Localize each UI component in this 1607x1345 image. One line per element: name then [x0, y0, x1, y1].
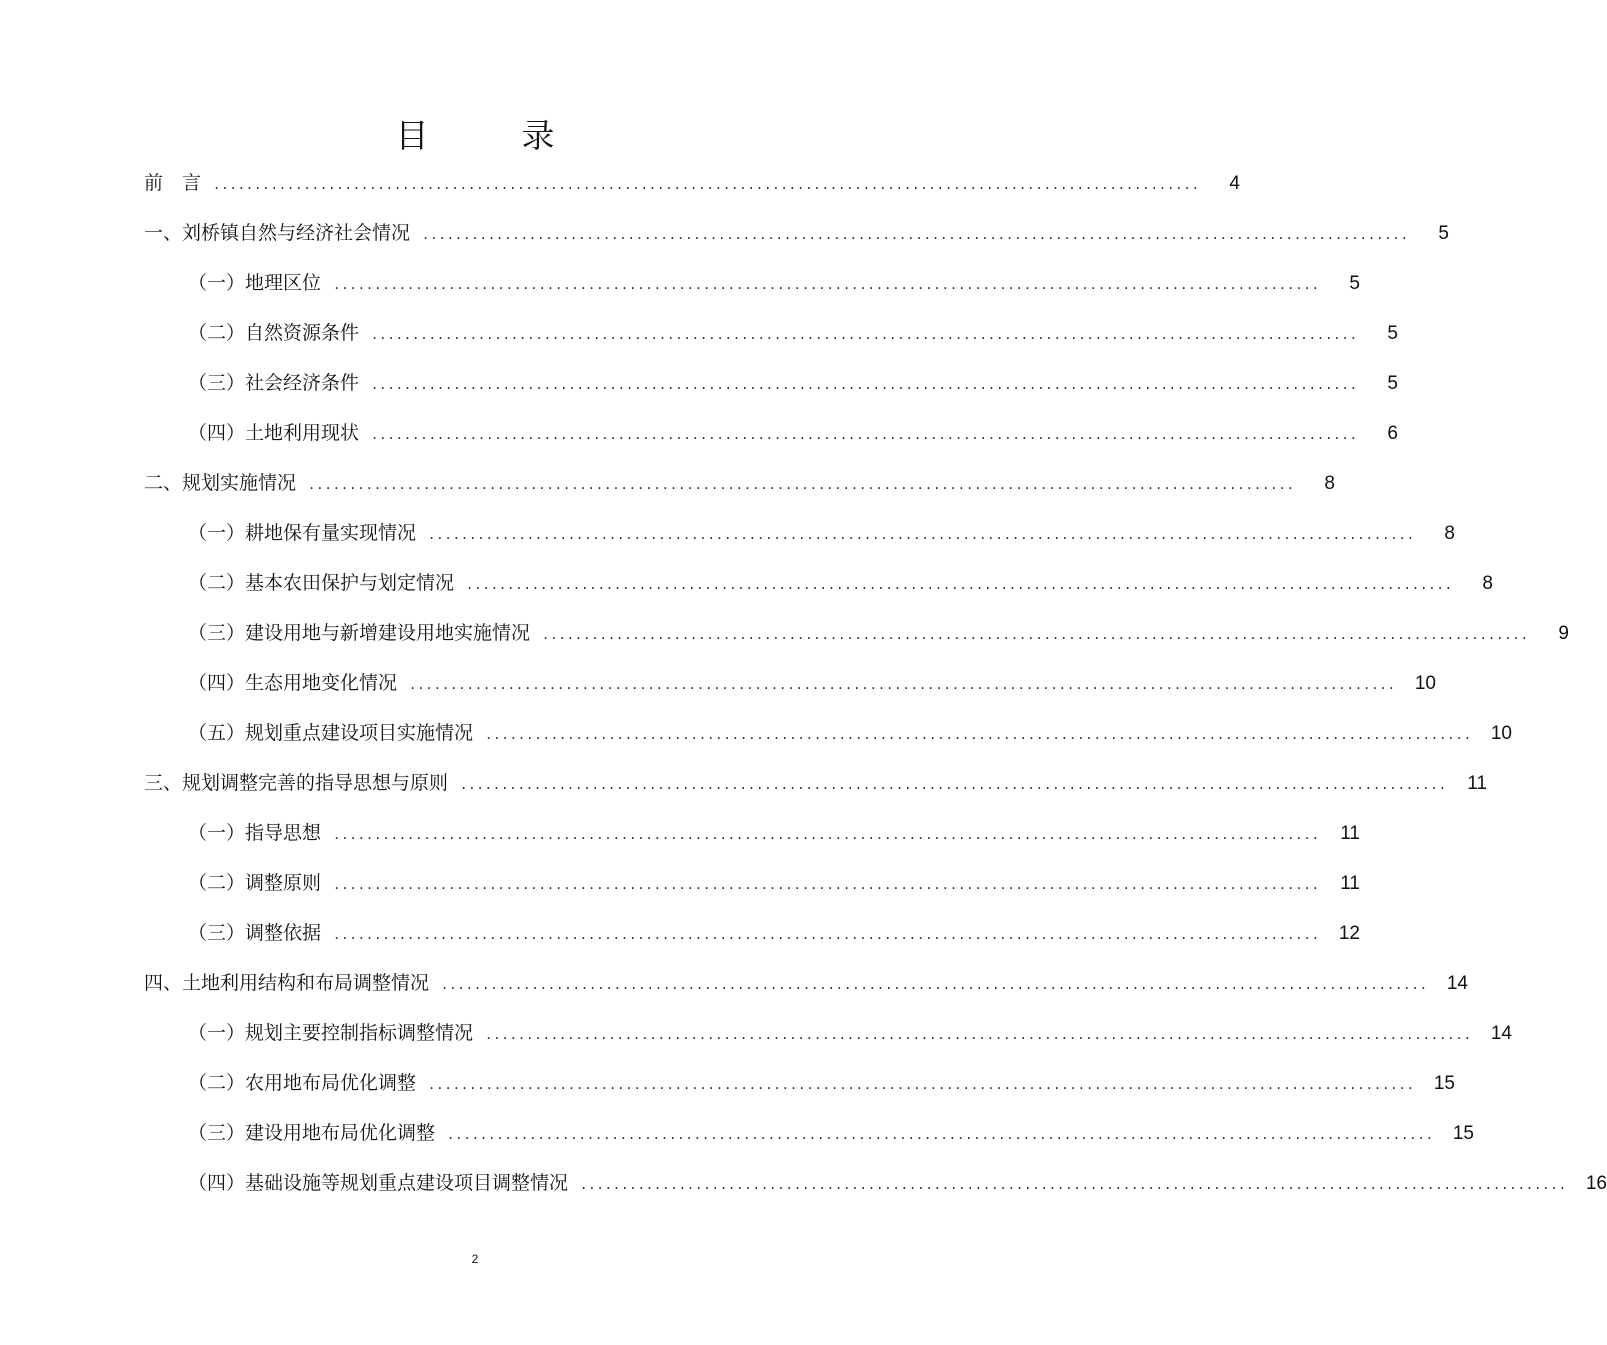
toc-entry-label: （一）指导思想 [188, 822, 322, 844]
toc-entry-page: 12 [1338, 923, 1360, 944]
toc-entry-label: （二）调整原则 [188, 872, 322, 894]
toc-entry-label: （三）社会经济条件 [188, 372, 360, 394]
dot-leader: ........................................................................................................................ [422, 228, 1409, 242]
toc-entry-label: 三、规划调整完善的指导思想与原则 [144, 772, 449, 794]
toc-entry[interactable] [188, 1068, 1455, 1098]
toc-entry-page: 14 [1446, 973, 1468, 994]
dot-leader: ........................................................................................................................ [460, 778, 1447, 792]
toc-entry[interactable] [188, 918, 1360, 948]
dot-leader: ........................................................................................................................ [485, 1028, 1472, 1042]
toc-entry-label: （四）土地利用现状 [188, 422, 360, 444]
toc-entry-label: （三）建设用地与新增建设用地实施情况 [188, 622, 531, 644]
toc-entry-label: 前 言 [144, 172, 202, 194]
toc-entry-label: （三）调整依据 [188, 922, 322, 944]
dot-leader: ........................................................................................................................ [371, 428, 1358, 442]
dot-leader: ........................................................................................................................ [447, 1128, 1434, 1142]
toc-entry-page: 16 [1585, 1173, 1607, 1194]
toc-entry-page: 8 [1324, 473, 1335, 494]
toc-entry-label: （一）耕地保有量实现情况 [188, 522, 417, 544]
dot-leader: ........................................................................................................................ [580, 1178, 1567, 1192]
toc-entry[interactable] [188, 1018, 1512, 1048]
toc-entry[interactable] [188, 268, 1360, 298]
dot-leader: ........................................................................................................................ [409, 678, 1396, 692]
toc-entry-page: 15 [1452, 1123, 1474, 1144]
toc-entry-page: 11 [1340, 873, 1360, 894]
dot-leader: ........................................................................................................................ [308, 478, 1295, 492]
toc-entry-label: （四）生态用地变化情况 [188, 672, 398, 694]
toc-entry-page: 6 [1387, 423, 1398, 444]
toc-entry-label: （一）地理区位 [188, 272, 322, 294]
toc-entry-page: 4 [1229, 173, 1240, 194]
toc-entry[interactable] [188, 618, 1569, 648]
dot-leader: ........................................................................................................................ [428, 1078, 1415, 1092]
toc-title: 目 录 [395, 116, 585, 155]
toc-entry-page: 11 [1467, 773, 1487, 794]
dot-leader: ........................................................................................................................ [371, 328, 1358, 342]
toc-entry-page: 8 [1444, 523, 1455, 544]
dot-leader: ........................................................................................................................ [485, 728, 1472, 742]
toc-entry-label: 二、规划实施情况 [144, 472, 297, 494]
dot-leader: ........................................................................................................................ [333, 928, 1320, 942]
toc-entry-page: 8 [1482, 573, 1493, 594]
toc-entry[interactable] [188, 1168, 1607, 1198]
toc-entry-page: 5 [1387, 323, 1398, 344]
toc-entry-label: （二）自然资源条件 [188, 322, 360, 344]
toc-entry[interactable] [144, 468, 1335, 498]
toc-entry[interactable] [188, 568, 1493, 598]
dot-leader: ........................................................................................................................ [333, 878, 1320, 892]
toc-entry-label: 四、土地利用结构和布局调整情况 [144, 972, 430, 994]
toc-entry-page: 11 [1340, 823, 1360, 844]
toc-entry[interactable] [144, 218, 1449, 248]
toc-entry[interactable] [144, 968, 1468, 998]
toc-entry-label: （二）农用地布局优化调整 [188, 1072, 417, 1094]
page-number: 2 [471, 1252, 479, 1266]
toc-entry[interactable] [188, 668, 1436, 698]
toc-entry[interactable] [144, 768, 1487, 798]
toc-entry-label: （一）规划主要控制指标调整情况 [188, 1022, 474, 1044]
toc-entry-page: 14 [1490, 1023, 1512, 1044]
toc-entry-label: （二）基本农田保护与划定情况 [188, 572, 455, 594]
toc-entry[interactable] [144, 168, 1240, 198]
toc-entry-page: 5 [1438, 223, 1449, 244]
toc-entry-label: 一、刘桥镇自然与经济社会情况 [144, 222, 411, 244]
toc-entry[interactable] [188, 1118, 1474, 1148]
dot-leader: ........................................................................................................................ [371, 378, 1358, 392]
toc-entry-page: 5 [1349, 273, 1360, 294]
toc-entry-label: （五）规划重点建设项目实施情况 [188, 722, 474, 744]
dot-leader: ........................................................................................................................ [466, 578, 1453, 592]
toc-entry[interactable] [188, 518, 1455, 548]
toc-entry-label: （四）基础设施等规划重点建设项目调整情况 [188, 1172, 569, 1194]
toc-entry-page: 15 [1433, 1073, 1455, 1094]
dot-leader: ........................................................................................................................ [428, 528, 1415, 542]
dot-leader: ........................................................................................................................ [542, 628, 1529, 642]
toc-entry[interactable] [188, 718, 1512, 748]
dot-leader: ........................................................................................................................ [333, 828, 1320, 842]
toc-entry[interactable] [188, 318, 1398, 348]
dot-leader: ........................................................................................................................ [213, 178, 1200, 192]
toc-entry-page: 10 [1490, 723, 1512, 744]
toc-entry[interactable] [188, 868, 1360, 898]
toc-entry-page: 9 [1558, 623, 1569, 644]
toc-entry-page: 10 [1414, 673, 1436, 694]
toc-entry[interactable] [188, 418, 1398, 448]
toc-entry[interactable] [188, 818, 1360, 848]
toc-entry[interactable] [188, 368, 1398, 398]
dot-leader: ........................................................................................................................ [333, 278, 1320, 292]
dot-leader: ........................................................................................................................ [441, 978, 1428, 992]
toc-entry-page: 5 [1387, 373, 1398, 394]
toc-entry-label: （三）建设用地布局优化调整 [188, 1122, 436, 1144]
